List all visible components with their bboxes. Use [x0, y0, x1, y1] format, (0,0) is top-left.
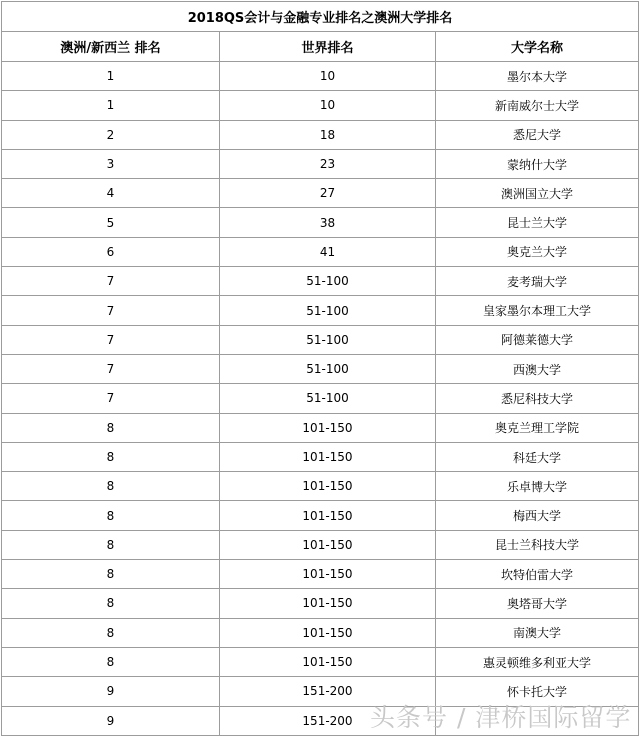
table-row — [2, 208, 639, 237]
regional-rank-cell: 5 — [2, 208, 220, 237]
ranking-table — [1, 1, 639, 736]
regional-rank-cell: 4 — [2, 179, 220, 208]
world-rank-cell: 41 — [220, 237, 436, 266]
university-name-cell: 麦考瑞大学 — [436, 267, 639, 296]
table-row — [2, 560, 639, 589]
table-row — [2, 325, 639, 354]
table-row — [2, 442, 639, 471]
university-name-cell: 科廷大学 — [436, 442, 639, 471]
university-name-cell: 乐卓博大学 — [436, 472, 639, 501]
university-name-cell: 南澳大学 — [436, 618, 639, 647]
regional-rank-cell: 8 — [2, 647, 220, 676]
table-row — [2, 647, 639, 676]
table-row — [2, 267, 639, 296]
table-row — [2, 472, 639, 501]
world-rank-cell: 101-150 — [220, 618, 436, 647]
university-name-cell: 蒙纳什大学 — [436, 149, 639, 178]
world-rank-cell: 10 — [220, 91, 436, 120]
university-name-cell: 新南威尔士大学 — [436, 91, 639, 120]
world-rank-cell: 151-200 — [220, 706, 436, 735]
column-header-regional-rank: 澳洲/新西兰 排名 — [2, 32, 220, 62]
university-name-cell: 昆士兰科技大学 — [436, 530, 639, 559]
table-row — [2, 530, 639, 559]
university-name-cell: 坎特伯雷大学 — [436, 560, 639, 589]
university-name-cell: 悉尼科技大学 — [436, 384, 639, 413]
regional-rank-cell: 6 — [2, 237, 220, 266]
world-rank-cell: 101-150 — [220, 530, 436, 559]
watermark-text: 头条号 / 津桥国际留学 — [370, 703, 632, 732]
world-rank-cell: 151-200 — [220, 677, 436, 706]
world-rank-cell: 51-100 — [220, 384, 436, 413]
table-row — [2, 149, 639, 178]
regional-rank-cell: 2 — [2, 120, 220, 149]
world-rank-cell: 10 — [220, 62, 436, 91]
world-rank-cell: 101-150 — [220, 501, 436, 530]
university-name-cell: 悉尼大学 — [436, 120, 639, 149]
university-name-cell: 怀卡托大学 — [436, 677, 639, 706]
regional-rank-cell: 8 — [2, 413, 220, 442]
table-row — [2, 384, 639, 413]
world-rank-cell: 38 — [220, 208, 436, 237]
university-name-cell: 墨尔本大学 — [436, 62, 639, 91]
table-row — [2, 354, 639, 383]
regional-rank-cell: 1 — [2, 91, 220, 120]
university-name-cell: 惠灵顿维多利亚大学 — [436, 647, 639, 676]
regional-rank-cell: 9 — [2, 706, 220, 735]
university-name-cell: 皇家墨尔本理工大学 — [436, 296, 639, 325]
column-header-world-rank: 世界排名 — [220, 32, 436, 62]
university-name-cell: 奥克兰理工学院 — [436, 413, 639, 442]
world-rank-cell: 18 — [220, 120, 436, 149]
table-row — [2, 618, 639, 647]
regional-rank-cell: 8 — [2, 530, 220, 559]
world-rank-cell: 51-100 — [220, 354, 436, 383]
regional-rank-cell: 8 — [2, 618, 220, 647]
world-rank-cell: 51-100 — [220, 296, 436, 325]
world-rank-cell: 101-150 — [220, 442, 436, 471]
world-rank-cell: 101-150 — [220, 589, 436, 618]
regional-rank-cell: 7 — [2, 296, 220, 325]
university-name-cell: 阿德莱德大学 — [436, 325, 639, 354]
table-row — [2, 413, 639, 442]
regional-rank-cell: 8 — [2, 472, 220, 501]
table-row — [2, 62, 639, 91]
university-name-cell: 梅西大学 — [436, 501, 639, 530]
regional-rank-cell: 7 — [2, 384, 220, 413]
table-body — [2, 62, 639, 736]
table-row — [2, 501, 639, 530]
regional-rank-cell: 9 — [2, 677, 220, 706]
university-name-cell: 澳洲国立大学 — [436, 179, 639, 208]
world-rank-cell: 101-150 — [220, 472, 436, 501]
world-rank-cell: 101-150 — [220, 413, 436, 442]
world-rank-cell: 101-150 — [220, 647, 436, 676]
regional-rank-cell: 8 — [2, 501, 220, 530]
table-row — [2, 91, 639, 120]
regional-rank-cell: 8 — [2, 560, 220, 589]
table-row — [2, 120, 639, 149]
regional-rank-cell: 3 — [2, 149, 220, 178]
table-title: 2018QS会计与金融专业排名之澳洲大学排名 — [2, 2, 639, 32]
table-row — [2, 589, 639, 618]
world-rank-cell: 101-150 — [220, 560, 436, 589]
column-header-university-name: 大学名称 — [436, 32, 639, 62]
world-rank-cell: 23 — [220, 149, 436, 178]
regional-rank-cell: 7 — [2, 354, 220, 383]
regional-rank-cell: 7 — [2, 325, 220, 354]
world-rank-cell: 27 — [220, 179, 436, 208]
table-row — [2, 296, 639, 325]
regional-rank-cell: 7 — [2, 267, 220, 296]
table-row — [2, 237, 639, 266]
world-rank-cell: 51-100 — [220, 267, 436, 296]
university-name-cell: 奥塔哥大学 — [436, 589, 639, 618]
table-row — [2, 179, 639, 208]
university-name-cell: 西澳大学 — [436, 354, 639, 383]
regional-rank-cell: 8 — [2, 442, 220, 471]
university-name-cell: 奥克兰大学 — [436, 237, 639, 266]
world-rank-cell: 51-100 — [220, 325, 436, 354]
regional-rank-cell: 1 — [2, 62, 220, 91]
regional-rank-cell: 8 — [2, 589, 220, 618]
university-name-cell: 昆士兰大学 — [436, 208, 639, 237]
